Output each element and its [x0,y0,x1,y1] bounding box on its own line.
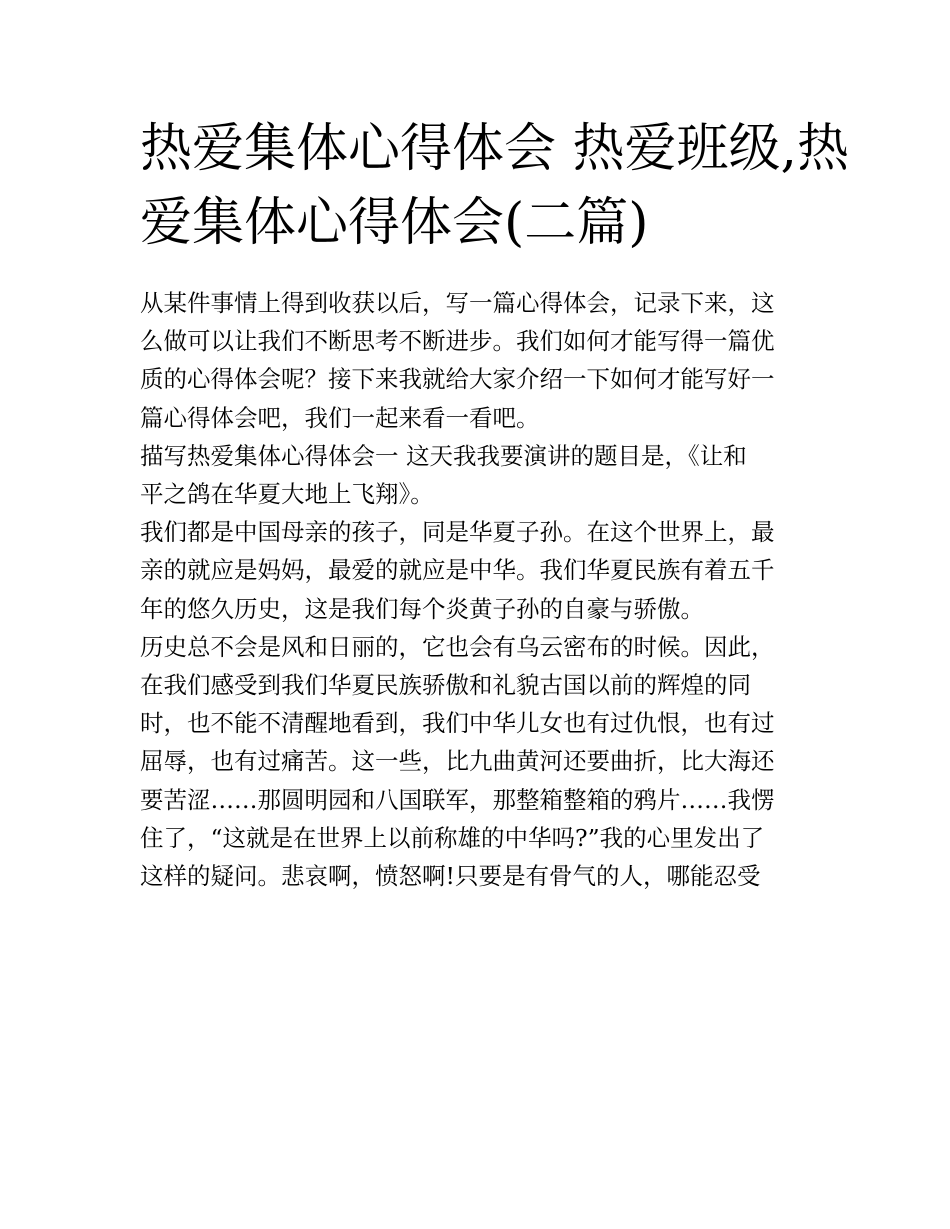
document-title [140,112,850,260]
text-line: 在我们感受到我们华夏民族骄傲和礼貌古国以前的辉煌的同 [140,671,751,700]
text-line: 时，也不能不清醒地看到，我们中华儿女也有过仇恨，也有过 [140,709,775,738]
text-line: 我们都是中国母亲的孩子，同是华夏子孙。在这个世界上，最 [140,518,775,547]
paragraph-chinese-children [140,513,820,628]
text-line: 篇心得体会吧，我们一起来看一看吧。 [140,403,540,432]
text-line: 住了，“这就是在世界上以前称雄的中华吗?”我的心里发出了 [140,823,765,852]
text-line: 要苦涩……那圆明园和八国联军，那整箱整箱的鸦片……我愣 [140,785,775,814]
text-line: 这样的疑问。悲哀啊，愤怒啊!只要是有骨气的人，哪能忍受 [140,862,761,891]
text-line: 屈辱，也有过痛苦。这一些，比九曲黄河还要曲折，比大海还 [140,747,775,776]
text-line: 年的悠久历史，这是我们每个炎黄子孙的自豪与骄傲。 [140,594,704,623]
text-line: 历史总不会是风和日丽的，它也会有乌云密布的时候。因此， [140,632,775,661]
paragraph-intro [140,284,820,437]
paragraph-history [140,628,820,895]
text-line: 么做可以让我们不断思考不断进步。我们如何才能写得一篇优 [140,327,775,356]
title-line: 热爱集体心得体会 热爱班级,热 [140,119,850,179]
text-line: 描写热爱集体心得体会一 这天我我要演讲的题目是，《让和 [140,441,747,470]
document-body [140,284,820,895]
paragraph-speech-topic [140,437,820,513]
text-line: 平之鸽在华夏大地上飞翔》。 [140,480,434,509]
title-line: 爱集体心得体会(二篇) [140,193,649,253]
text-line: 从某件事情上得到收获以后，写一篇心得体会，记录下来，这 [140,289,775,317]
text-line: 亲的就应是妈妈，最爱的就应是中华。我们华夏民族有着五千 [140,556,775,585]
text-line: 质的心得体会呢？接下来我就给大家介绍一下如何才能写好一 [140,365,775,394]
